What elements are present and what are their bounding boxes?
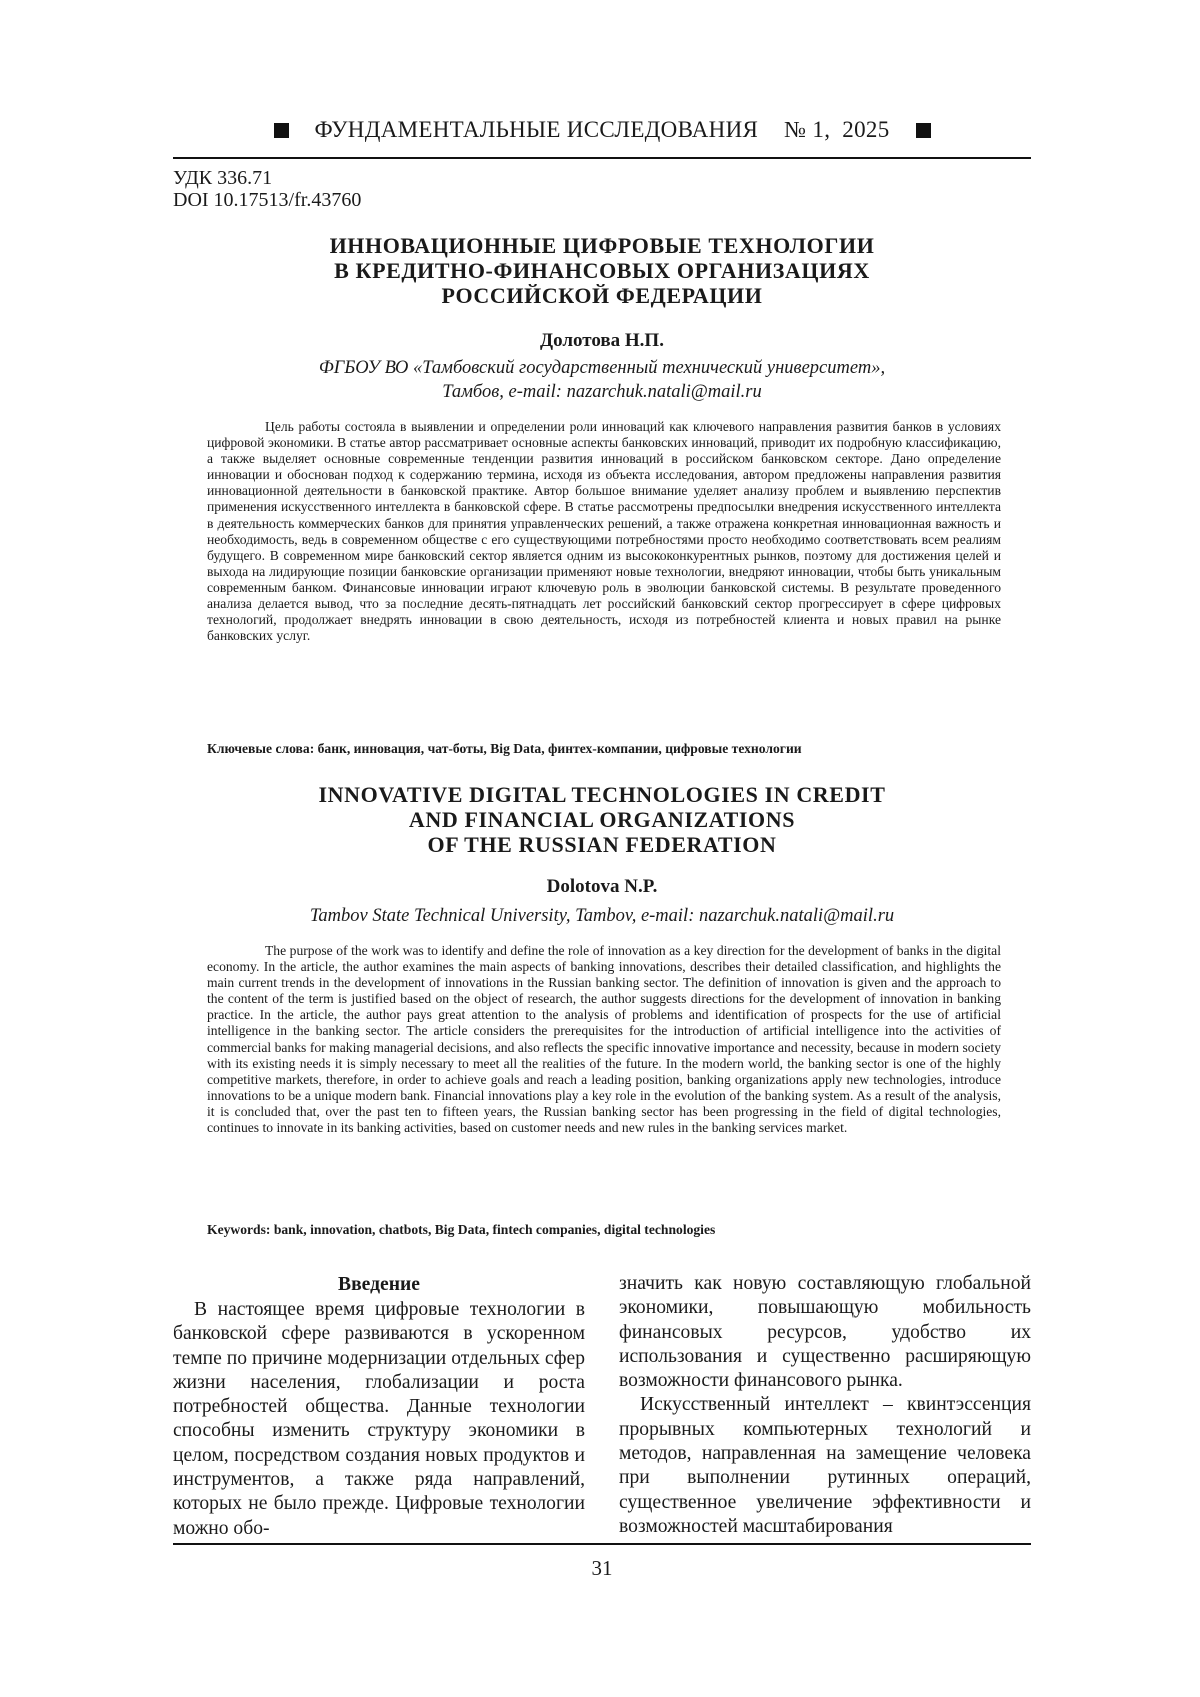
ru-title — [173, 233, 1031, 308]
ru-keywords: Ключевые слова: банк, инновация, чат-боты, Big Data, финтех-компании, цифровые технологии — [207, 741, 802, 756]
ru-affiliation-line: Тамбов, e-mail: nazarchuk.natali@mail.ru — [442, 382, 762, 402]
en-title — [173, 782, 1031, 857]
body-paragraph: Искусственный интеллект – квинтэссенция прорывных компьютерных технологий и методов, направленная на замещение человека при выполнении рутинных операций, существенное увеличение эффективности и возможностей масштабирования — [619, 1394, 1031, 1537]
en-title-line: OF THE RUSSIAN FEDERATION — [427, 832, 777, 857]
section-heading: Введение — [338, 1274, 420, 1295]
ru-affiliation-line: ФГБОУ ВО «Тамбовский государственный технический университет», — [318, 358, 886, 378]
ru-title-line: ИННОВАЦИОННЫЕ ЦИФРОВЫЕ ТЕХНОЛОГИИ — [329, 233, 875, 258]
ru-title-line: В КРЕДИТНО-ФИНАНСОВЫХ ОРГАНИЗАЦИЯХ — [334, 258, 870, 283]
body-column-left — [173, 1272, 585, 1541]
body-paragraph: В настоящее время цифровые технологии в банковской сфере развиваются в ускоренном темпе по причине модернизации отдельных сфер жизни населения, глобализации и роста потребностей общества. Данные технологии способны изменить структуру экономики в целом, посредством создания новых продуктов и инструментов, а также ряда направлений, которых не было прежде. Цифровые технологии можно обо- — [173, 1299, 585, 1539]
en-abstract: The purpose of the work was to identify and define the role of innovation as a key direction for the development of banks in the digital economy. In the article, the author examines the main aspects of banking innovations, describes their detailed classification, and highlights the main current trends in the development of innovations in the Russian banking sector. The definition of innovation is given and the approach to the content of the term is justified based on the object of research, the author suggests directions for the development of innovation in banking practice. In the article, the author pays great attention to the analysis of problems and identification of prospects for the use of artificial intelligence in the banking sector. The article considers the prerequisites for the introduction of artificial intelligence into the activities of commercial banks for making managerial decisions, and also reflects the specific innovative importance and necessity, because in modern society with its existing needs it is simply necessary to meet all the realities of the future. In the modern world, the banking sector is one of the highly competitive markets, therefore, in order to achieve goals and reach a leading position, banking organizations apply new technologies, introduce innovations to be a unique modern bank. Financial innovations play a key role in the evolution of the banking system. As a result of the analysis, it is concluded that, over the past ten to fifteen years, the Russian banking sector has been progressing in the field of digital technologies, continues to innovate in its banking activities, based on customer needs and new rules in the banking services market. — [207, 943, 1001, 1136]
ru-abstract: Цель работы состояла в выявлении и определении роли инноваций как ключевого направления развития банков в условиях цифровой экономики. В статье автор рассматривает основные аспекты банковских инноваций, приводит их подробную классификацию, а также выделяет основные современные тенденции развития инноваций в российском банковском секторе. Дано определение инновации и обоснован подход к содержанию термина, исходя из объекта исследования, автором предложены направления развития инновационной деятельности в банковской практике. Автор большое внимание уделяет анализу проблем и выявлению перспектив применения искусственного интеллекта в банковской сфере. В статье рассмотрены предпосылки внедрения искусственного интеллекта в деятельность коммерческих банков для принятия управленческих решений, а также отражена конкретная инновационная важность и необходимость, ведь в современном обществе с его существующими потребностями просто необходимо соответствовать всем реалиям будущего. В современном мире банковский сектор является одним из высококонкурентных рынков, поэтому для достижения целей и выхода на лидирующие позиции банковские организации применяют новые технологии, внедряют инновации, чтобы быть уникальным современным банком. Финансовые инновации играют ключевую роль в эволюции банковской системы. В результате проведенного анализа делается вывод, что за последние десять-пятнадцать лет российский банковский сектор прогрессирует в сфере цифровых технологий, продолжает внедрять инновации в свою деятельность, исходя из потребностей клиента и новых правил на рынке банковских услуг. — [207, 419, 1001, 644]
running-header — [173, 112, 1031, 148]
header-divider — [173, 157, 1031, 159]
issue-number: № 1, — [784, 117, 831, 142]
journal-name: ФУНДАМЕНТАЛЬНЫЕ ИССЛЕДОВАНИЯ — [314, 117, 759, 142]
square-bullet-icon — [274, 123, 289, 138]
doi-code: DOI 10.17513/fr.43760 — [173, 189, 362, 211]
issue-year: 2025 — [842, 117, 890, 142]
article-identifiers — [173, 167, 361, 211]
ru-author: Долотова Н.П. — [540, 330, 664, 351]
en-title-line: INNOVATIVE DIGITAL TECHNOLOGIES IN CREDIT — [318, 782, 886, 807]
en-affiliation: Tambov State Technical University, Tambov, e-mail: nazarchuk.natali@mail.ru — [309, 906, 895, 926]
udk-code: УДК 336.71 — [173, 167, 273, 189]
en-keywords: Keywords: bank, innovation, chatbots, Big Data, fintech companies, digital technologies — [207, 1222, 716, 1237]
body-paragraph: значить как новую составляющую глобальной экономики, повышающую мобильность финансовых ресурсов, удобство их использования и существенно расширяющую возможности финансового рынка. — [619, 1273, 1031, 1392]
footer-divider — [173, 1543, 1031, 1545]
square-bullet-icon — [916, 123, 931, 138]
page-number: 31 — [591, 1556, 613, 1580]
en-title-line: AND FINANCIAL ORGANIZATIONS — [408, 807, 796, 832]
ru-title-line: РОССИЙСКОЙ ФЕДЕРАЦИИ — [441, 283, 763, 308]
ru-affiliation — [173, 356, 1031, 404]
body-column-right — [619, 1272, 1031, 1539]
en-author: Dolotova N.P. — [546, 876, 658, 897]
